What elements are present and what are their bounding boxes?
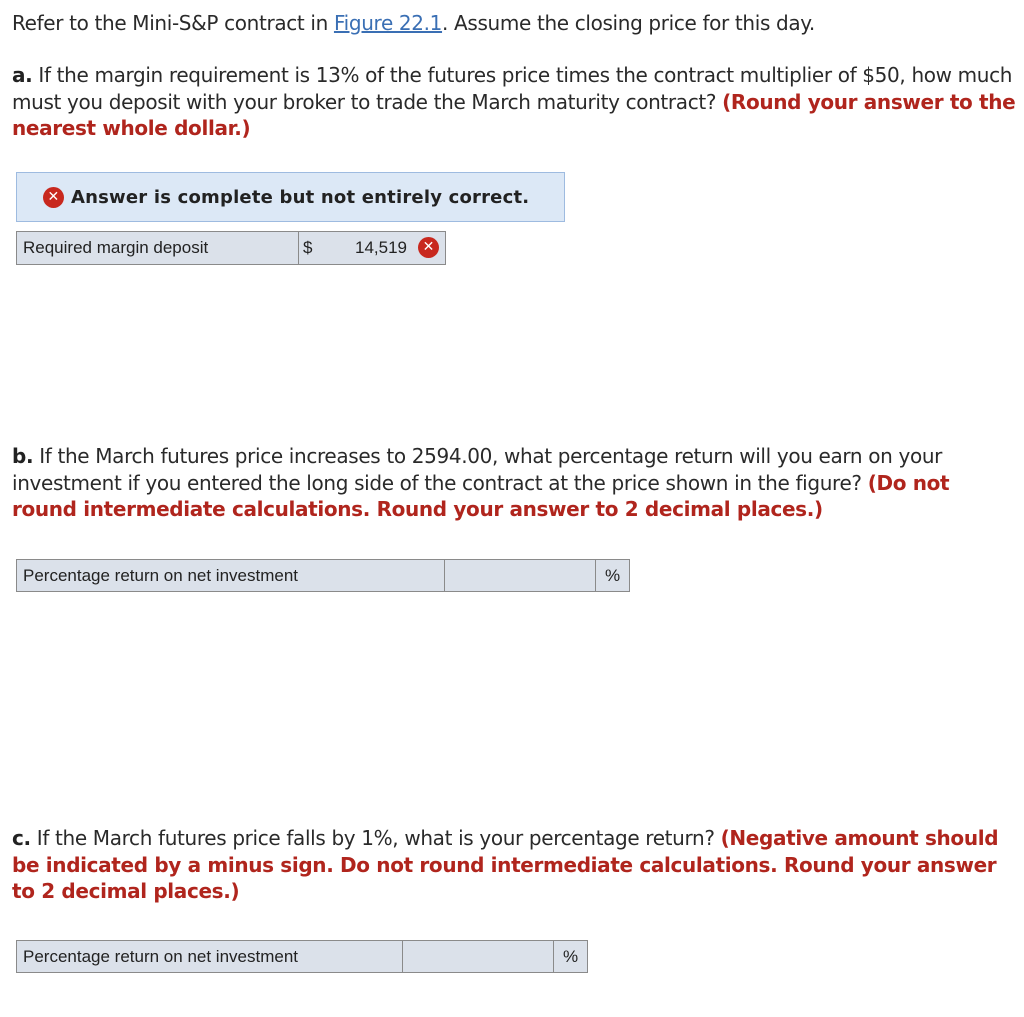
required-margin-value: 14,519 bbox=[355, 238, 407, 257]
question-c-instruction: (Negative amount should be indicated by a minus sign. Do not round intermediate calculations. Round your answer to 2 decimal places.) bbox=[12, 826, 999, 903]
intro-text-after: . Assume the closing price for this day. bbox=[442, 11, 815, 35]
question-c bbox=[12, 825, 1016, 905]
required-margin-label: Required margin deposit bbox=[17, 232, 299, 265]
answer-table-b bbox=[16, 559, 630, 592]
question-b-text: If the March futures price increases to 2594.00, what percentage return will you earn on your investment if you entered the long side of the contract at the price shown in the figure? bbox=[12, 444, 943, 495]
percentage-return-label-c: Percentage return on net investment bbox=[17, 941, 403, 973]
percentage-return-label-b: Percentage return on net investment bbox=[17, 560, 445, 592]
percentage-return-input-b[interactable] bbox=[445, 560, 596, 592]
intro-text-before: Refer to the Mini-S&P contract in bbox=[12, 11, 334, 35]
answer-status-banner bbox=[16, 172, 565, 222]
question-a bbox=[12, 62, 1016, 142]
question-b bbox=[12, 443, 1016, 523]
question-b-label: b. bbox=[12, 444, 34, 468]
answer-status-text: Answer is complete but not entirely correct. bbox=[71, 186, 530, 208]
answer-table-c bbox=[16, 940, 588, 973]
question-c-label: c. bbox=[12, 826, 31, 850]
percent-unit-c: % bbox=[554, 941, 588, 973]
table-row bbox=[17, 560, 630, 592]
close-icon: ✕ bbox=[43, 187, 64, 208]
percent-unit-b: % bbox=[596, 560, 630, 592]
question-b-instruction: (Do not round intermediate calculations. Round your answer to 2 decimal places.) bbox=[12, 470, 950, 521]
percentage-return-input-c[interactable] bbox=[403, 941, 554, 973]
table-row bbox=[17, 232, 446, 265]
question-a-text: If the margin requirement is 13% of the futures price times the contract multiplier of $50, how much must you deposit with your broker to trade the March maturity contract? bbox=[12, 63, 1013, 114]
figure-link[interactable]: Figure 22.1 bbox=[333, 11, 443, 35]
answer-table-a bbox=[16, 231, 446, 265]
currency-symbol: $ bbox=[303, 238, 313, 257]
table-row bbox=[17, 941, 588, 973]
close-icon: ✕ bbox=[418, 237, 439, 258]
question-c-text: If the March futures price falls by 1%, what is your percentage return? bbox=[30, 826, 721, 850]
required-margin-input[interactable] bbox=[299, 232, 446, 265]
intro-text bbox=[12, 10, 1016, 37]
question-a-label: a. bbox=[12, 63, 33, 87]
question-a-instruction: (Round your answer to the nearest whole dollar.) bbox=[12, 89, 1016, 140]
